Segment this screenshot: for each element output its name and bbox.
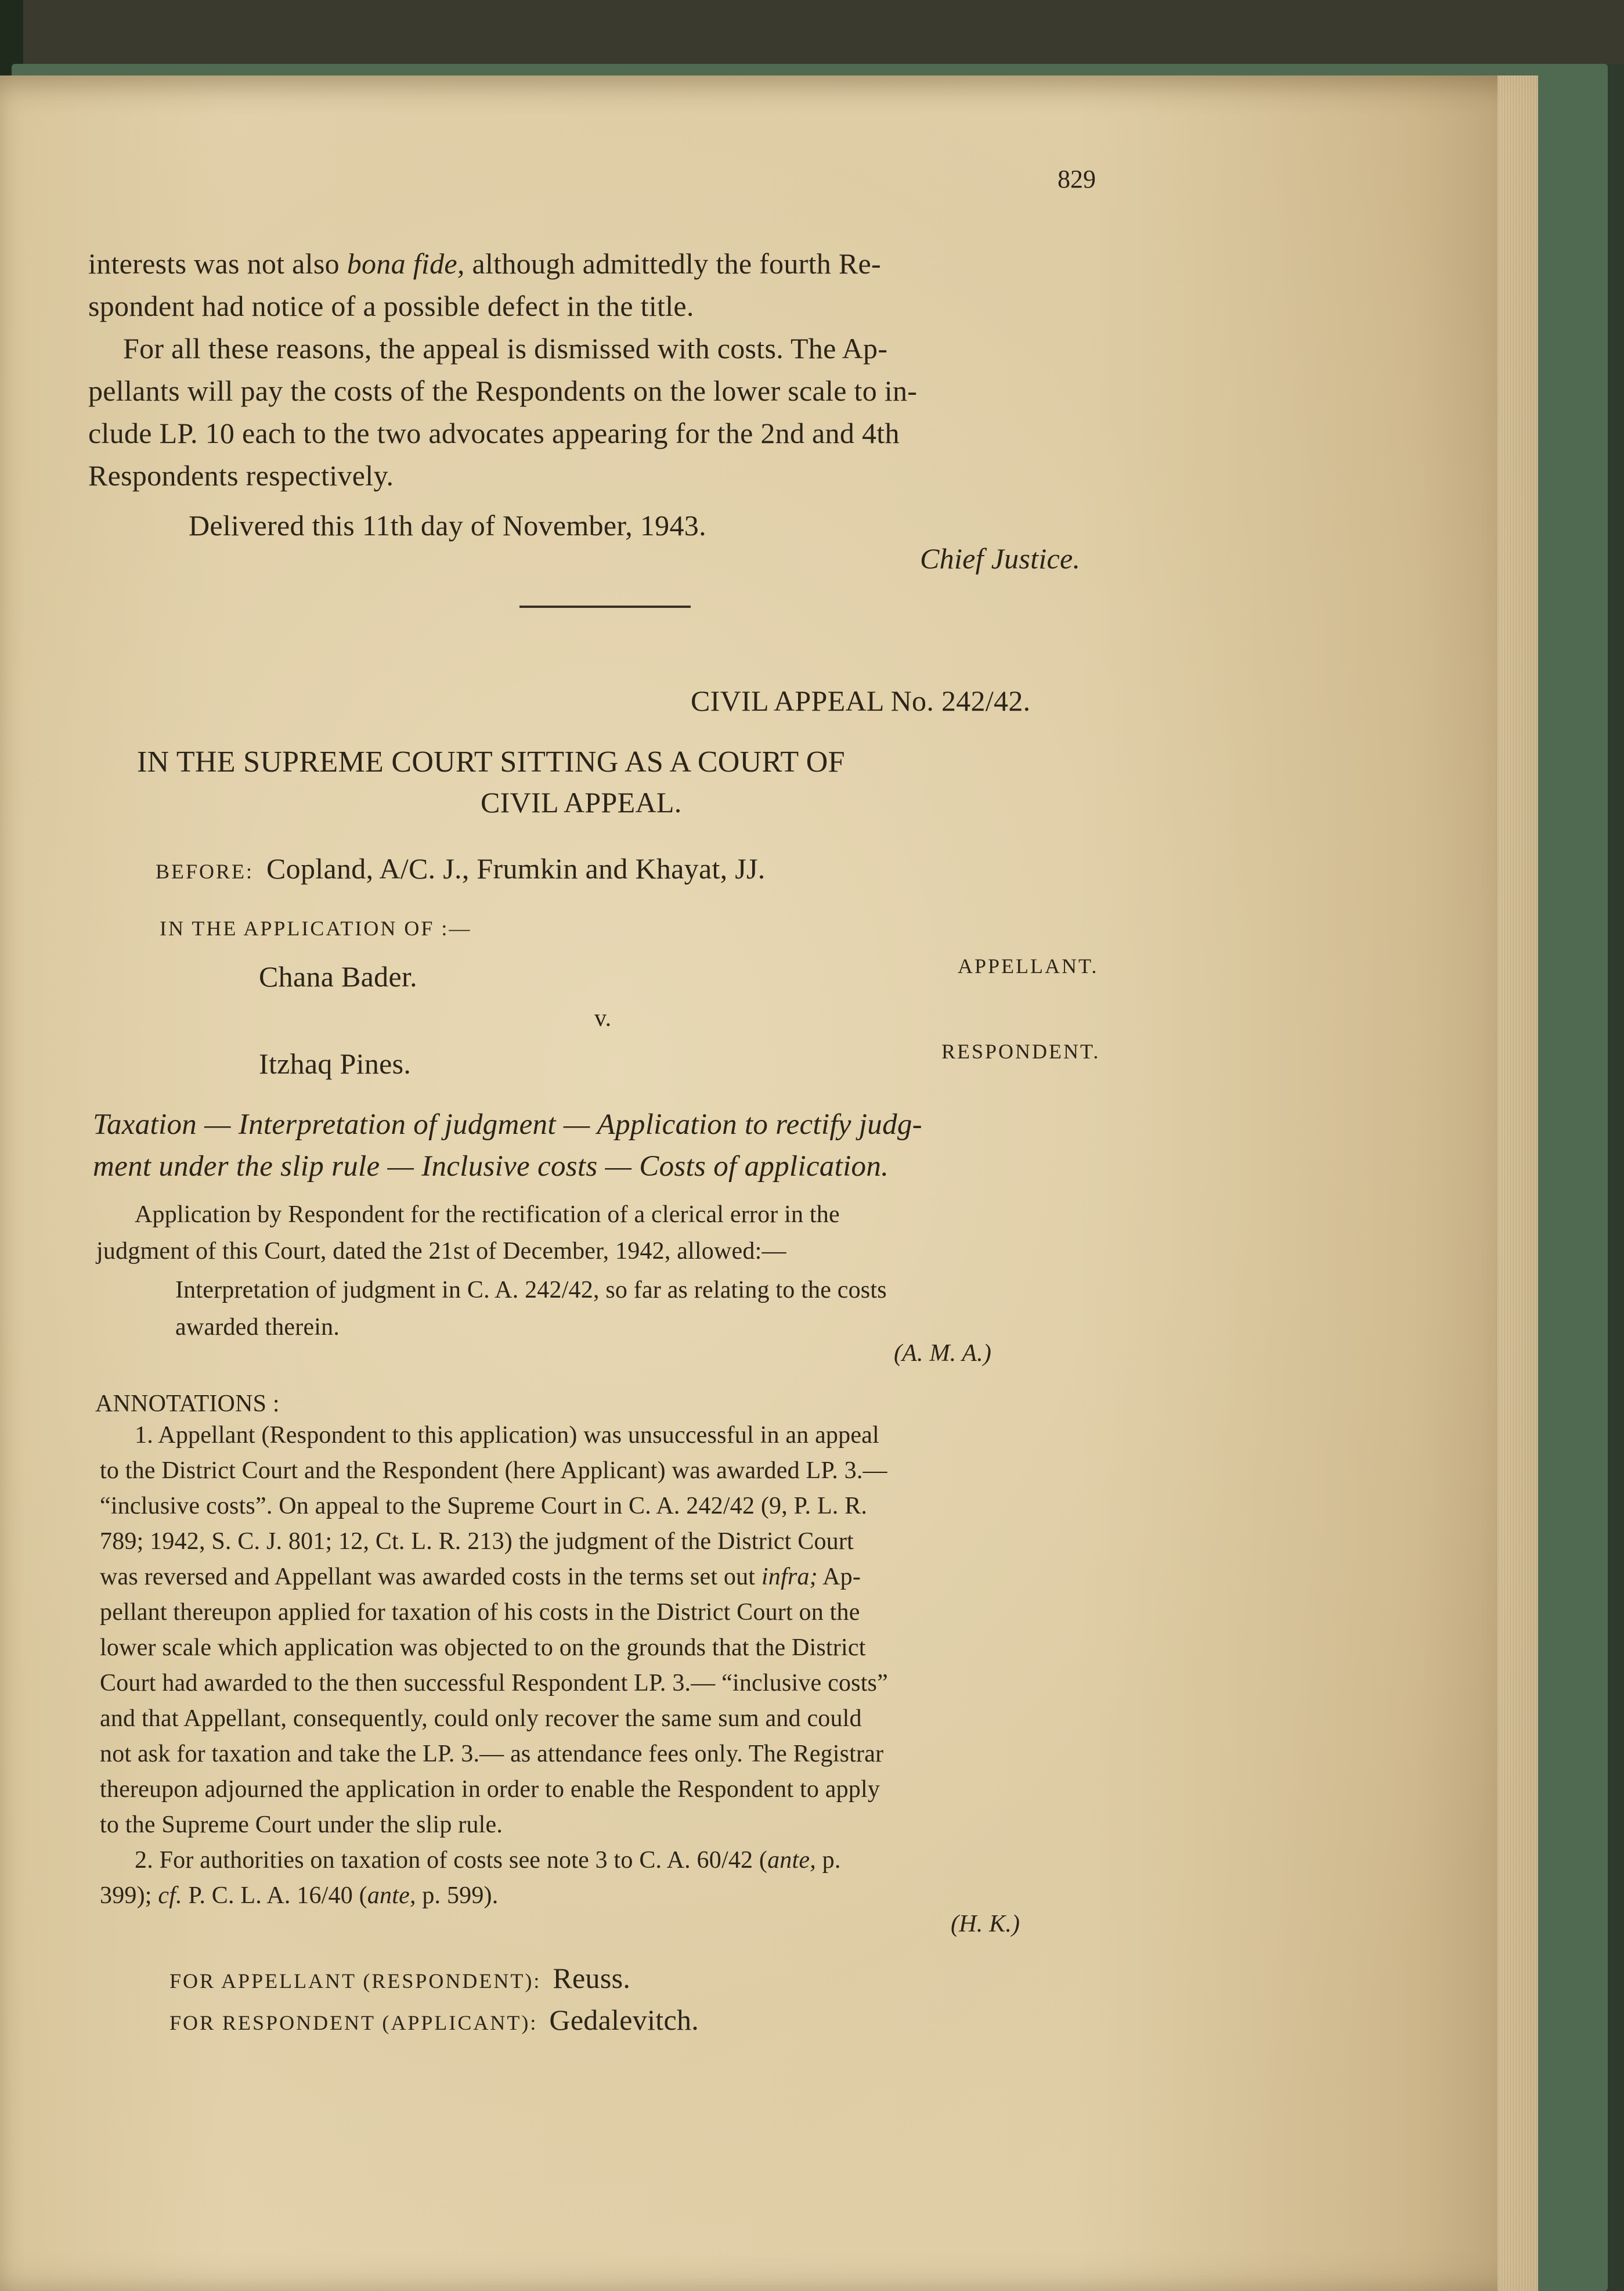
counsel-label: FOR APPELLANT (RESPONDENT): (169, 1969, 542, 1993)
annotation-line: thereupon adjourned the application in order to enable the Respondent to apply (100, 1776, 880, 1803)
holding-line: Interpretation of judgment in C. A. 242/42, so far as relating to the costs (175, 1277, 887, 1303)
counsel-respondent (169, 2003, 699, 2037)
application-label: IN THE APPLICATION OF :— (160, 917, 472, 940)
holding-line: awarded therein. (175, 1314, 340, 1341)
text-line (88, 247, 881, 280)
counsel-name: Gedalevitch. (549, 2004, 699, 2036)
bench-names: Copland, A/C. J., Frumkin and Khayat, JJ. (266, 852, 766, 885)
delivered-line: Delivered this 11th day of November, 1943. (189, 509, 706, 542)
annotation-line (135, 1846, 841, 1874)
annotation-line: pellant thereupon applied for taxation of his costs in the District Court on the (100, 1599, 860, 1626)
text-span: interests was not also (88, 247, 347, 280)
annotation-line (100, 1563, 861, 1591)
initials-text: (H. K.) (951, 1911, 1020, 1937)
text-span: 399); (100, 1882, 158, 1909)
bench-line (156, 852, 766, 885)
headnote-text: ment under the slip rule — Inclusive costs — Costs of application. (93, 1150, 889, 1183)
text-span: p. (815, 1847, 841, 1874)
annotation-line: and that Appellant, consequently, could only recover the same sum and could (100, 1705, 862, 1732)
text-line: pellants will pay the costs of the Respondents on the lower scale to in- (88, 374, 918, 407)
before-label: BEFORE: (156, 860, 254, 883)
scan-background (0, 0, 1624, 64)
versus: v. (594, 1005, 612, 1032)
text-span: Ap- (817, 1564, 861, 1590)
page-number: 829 (1058, 165, 1096, 193)
initials (951, 1910, 1020, 1938)
text-line: clude LP. 10 each to the two advocates appearing for the 2nd and 4th (88, 417, 900, 449)
headnote-line (93, 1150, 889, 1183)
italic-term: bona fide, (347, 247, 465, 280)
appellant-role: APPELLANT. (958, 954, 1099, 978)
text-span: 2. For authorities on taxation of costs see note 3 to C. A. 60/42 ( (135, 1847, 768, 1874)
italic-term: infra; (761, 1564, 818, 1590)
italic-term: ante, (367, 1882, 416, 1909)
initials (894, 1339, 991, 1367)
summary-line: judgment of this Court, dated the 21st of December, 1942, allowed:— (96, 1238, 786, 1265)
text-span: P. C. L. A. 16/40 ( (182, 1882, 367, 1909)
annotation-line: Court had awarded to the then successful Respondent LP. 3.— “inclusive costs” (100, 1670, 888, 1696)
signature (920, 542, 1080, 575)
text-span: although admittedly the fourth Re- (464, 247, 881, 280)
court-title-2: CIVIL APPEAL. (481, 786, 682, 819)
section-divider (519, 606, 691, 608)
annotation-line: to the District Court and the Respondent (here Applicant) was awarded LP. 3.— (100, 1457, 887, 1484)
counsel-appellant (169, 1961, 630, 1995)
annotations-heading: ANNOTATIONS : (95, 1391, 280, 1417)
party-respondent: Itzhaq Pines. (259, 1047, 412, 1080)
text-span: was reversed and Appellant was awarded costs in the terms set out (100, 1564, 762, 1590)
annotation-line: “inclusive costs”. On appeal to the Supreme Court in C. A. 242/42 (9, P. L. R. (100, 1493, 868, 1519)
appeal-number: CIVIL APPEAL No. 242/42. (691, 685, 1031, 717)
page-paper (0, 75, 1538, 2291)
signature-text: Chief Justice. (920, 542, 1081, 575)
annotation-line (100, 1882, 498, 1910)
counsel-label: FOR RESPONDENT (APPLICANT): (169, 2011, 538, 2034)
headnote-text: Taxation — Interpretation of judgment — Application to rectify judg- (93, 1108, 922, 1141)
counsel-name: Reuss. (553, 1962, 631, 1994)
text-span: p. 599). (416, 1882, 499, 1909)
initials-text: (A. M. A.) (894, 1340, 992, 1367)
annotation-line: 789; 1942, S. C. J. 801; 12, Ct. L. R. 213) the judgment of the District Court (100, 1528, 854, 1555)
summary-line: Application by Respondent for the rectification of a clerical error in the (135, 1201, 840, 1228)
text-line: For all these reasons, the appeal is dismissed with costs. The Ap- (123, 332, 888, 365)
page-edges (1497, 75, 1538, 2291)
party-appellant: Chana Bader. (259, 960, 417, 993)
court-title: IN THE SUPREME COURT SITTING AS A COURT OF (137, 745, 845, 779)
text-line: Respondents respectively. (88, 459, 394, 492)
text-line: spondent had notice of a possible defect in the title. (88, 290, 694, 322)
respondent-role: RESPONDENT. (941, 1040, 1100, 1063)
annotation-line: lower scale which application was objected to on the grounds that the District (100, 1634, 866, 1661)
headnote-line (93, 1108, 922, 1141)
italic-term: ante, (767, 1847, 816, 1874)
annotation-line: not ask for taxation and take the LP. 3.— as attendance fees only. The Registrar (100, 1741, 884, 1767)
italic-term: cf. (158, 1882, 182, 1909)
annotation-line: to the Supreme Court under the slip rule. (100, 1811, 503, 1838)
annotation-line: 1. Appellant (Respondent to this application) was unsuccessful in an appeal (135, 1422, 879, 1449)
